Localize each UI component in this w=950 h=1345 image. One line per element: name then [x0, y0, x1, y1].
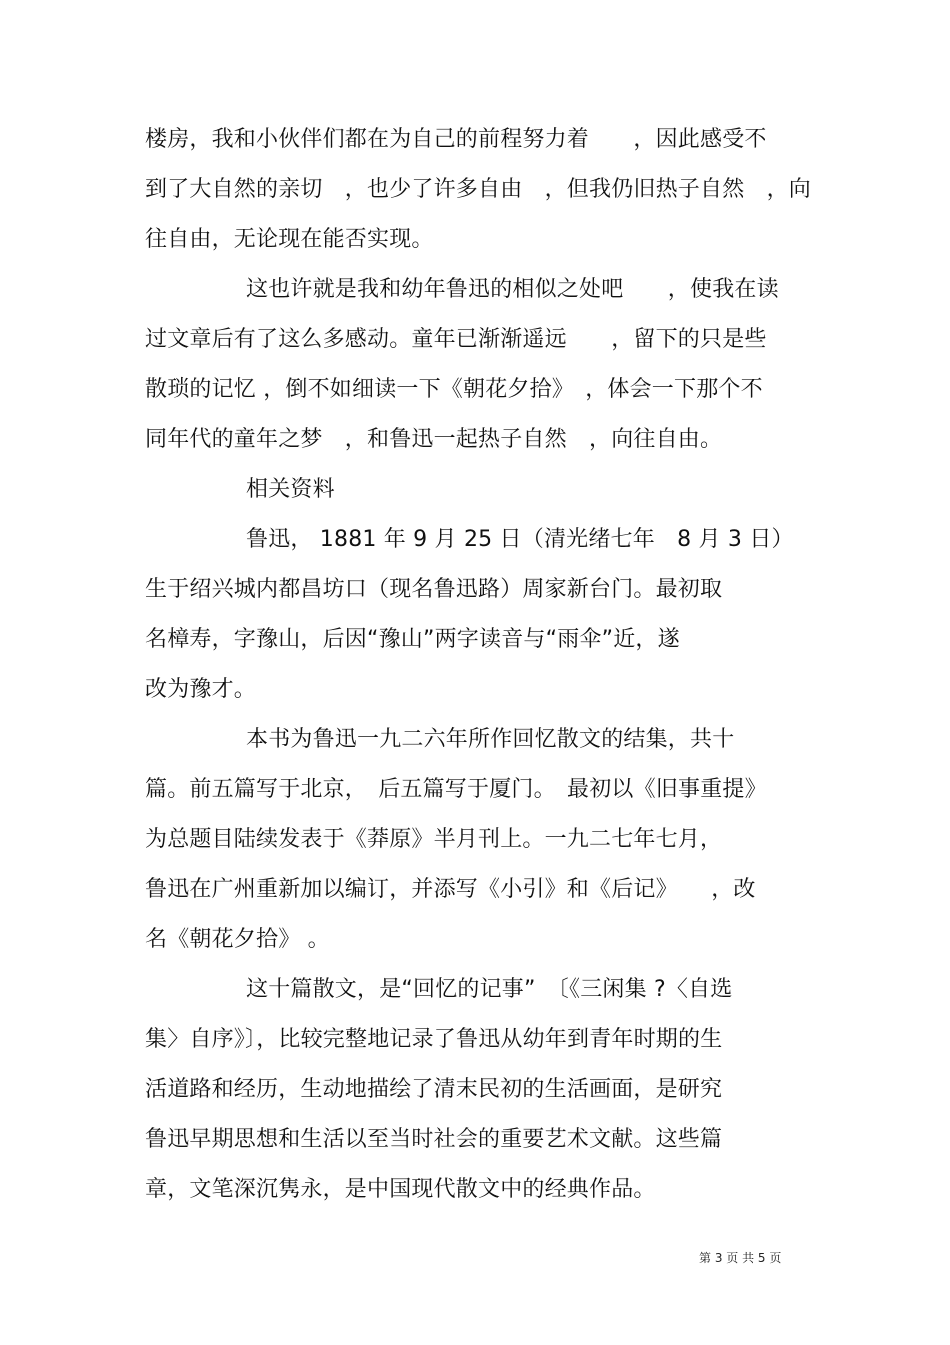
page-footer: 第 3 页 共 5 页	[699, 1251, 782, 1265]
paragraph-line: 散琐的记忆 ，倒不如细读一下《朝花夕拾》 ，体会一下那个不	[145, 377, 763, 402]
paragraph-line: 本书为鲁迅一九二六年所作回忆散文的结集，共十	[246, 727, 735, 752]
paragraph-line: 集〉自序》〕，比较完整地记录了鲁迅从幼年到青年时期的生	[145, 1027, 723, 1052]
paragraph-line: 名《朝花夕拾》 。	[145, 927, 330, 952]
paragraph-line: 同年代的童年之梦 ，和鲁迅一起热子自然 ，向往自由。	[145, 427, 723, 452]
paragraph-line: 生于绍兴城内都昌坊口（现名鲁迅路）周家新台门。最初取	[145, 577, 723, 602]
paragraph-line: 楼房，我和小伙伴们都在为自己的前程努力着 ，因此感受不	[145, 127, 767, 152]
paragraph-line: 这也许就是我和幼年鲁迅的相似之处吧 ，使我在读	[246, 277, 779, 302]
paragraph-line: 鲁迅在广州重新加以编订，并添写《小引》和《后记》 ，改	[145, 877, 756, 902]
paragraph-line: 这十篇散文，是“回忆的记事” 〔《三闲集 ?〈自选	[246, 977, 733, 1002]
paragraph-line: 为总题目陆续发表于《莽原》半月刊上。一九二七年七月，	[145, 827, 723, 852]
paragraph-line: 鲁迅早期思想和生活以至当时社会的重要艺术文献。这些篇	[145, 1127, 723, 1152]
paragraph-line: 改为豫才。	[145, 677, 257, 702]
section-heading: 相关资料	[246, 477, 335, 502]
paragraph-line: 活道路和经历，生动地描绘了清末民初的生活画面，是研究	[145, 1077, 723, 1102]
paragraph-line: 名樟寿，字豫山，后因“豫山”两字读音与“雨伞”近，遂	[145, 627, 680, 652]
paragraph-line: 往自由，无论现在能否实现。	[145, 227, 434, 252]
paragraph-line: 篇。前五篇写于北京， 后五篇写于厦门。 最初以《旧事重提》	[145, 777, 767, 802]
paragraph-line: 章，文笔深沉隽永，是中国现代散文中的经典作品。	[145, 1177, 656, 1202]
paragraph-line: 鲁迅， 1881 年 9 月 25 日（清光绪七年 8 月 3 日）	[246, 527, 794, 552]
paragraph-line: 到了大自然的亲切 ，也少了许多自由 ，但我仍旧热子自然 ，向	[145, 177, 812, 202]
paragraph-line: 过文章后有了这么多感动。童年已渐渐遥远 ，留下的只是些	[145, 327, 767, 352]
